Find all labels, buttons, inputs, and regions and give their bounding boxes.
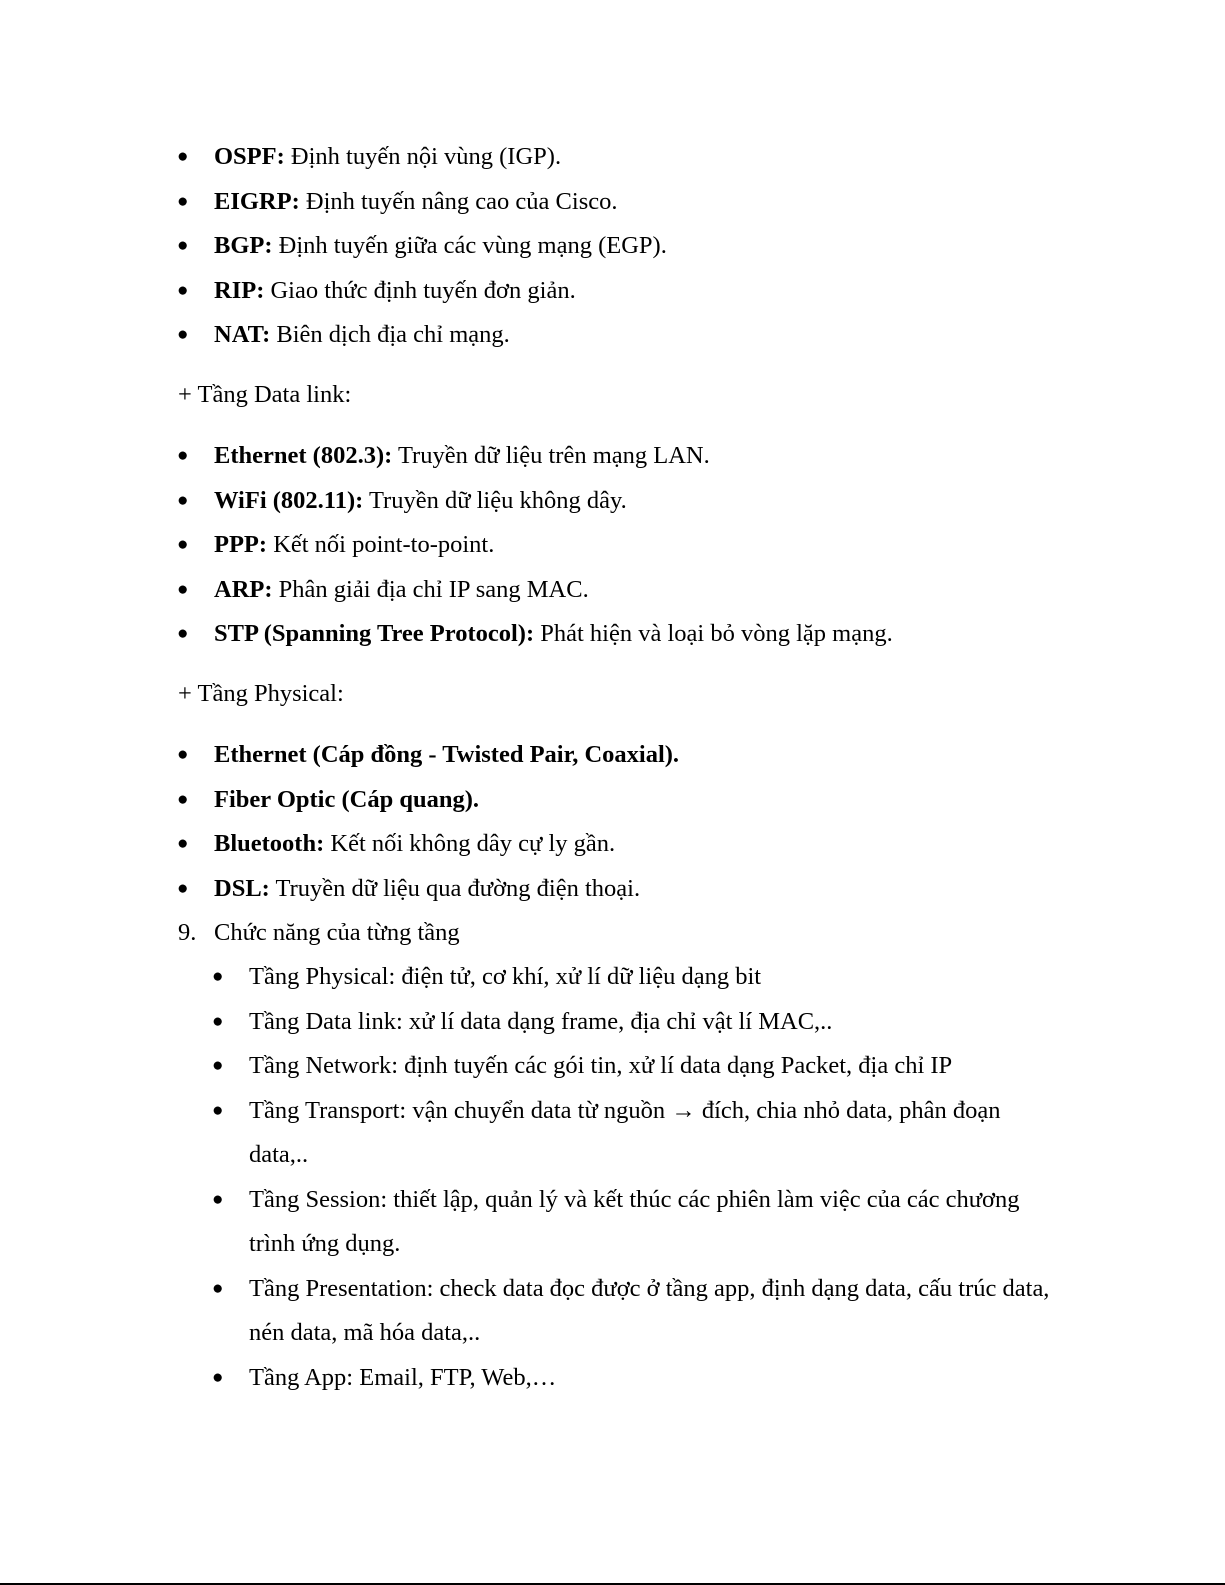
bullet-icon: ●: [212, 1099, 224, 1121]
bullet-icon: ●: [177, 833, 189, 854]
bullet-icon: ●: [212, 1366, 224, 1388]
protocol-term: Ethernet (Cáp đồng - Twisted Pair, Coaxial).: [214, 741, 680, 768]
protocol-desc: Kết nối point-to-point.: [267, 531, 495, 558]
section-number: 9.: [178, 919, 197, 946]
bullet-icon: ●: [177, 489, 189, 511]
bullet-icon: ●: [177, 146, 189, 167]
protocol-term: OSPF:: [214, 143, 285, 170]
layer-function-text: Tầng Session: thiết lập, quản lý và kết thúc các phiên làm việc của các chương trình ứng dụng.: [249, 1185, 1020, 1257]
section-9: [0, 911, 1225, 1400]
list-item: [0, 135, 1225, 180]
list-item: [0, 224, 1225, 269]
bullet-icon: ●: [177, 578, 189, 600]
list-item: [0, 822, 1225, 867]
protocol-term: NAT:: [214, 321, 271, 348]
protocol-term: Bluetooth:: [214, 830, 325, 857]
protocol-desc: Định tuyến giữa các vùng mạng (EGP).: [272, 232, 667, 259]
list-item: [0, 612, 1225, 657]
datalink-protocol-list: [0, 434, 1225, 657]
layer-function-text: Tầng Network: định tuyến các gói tin, xử lí data dạng Packet, địa chỉ IP: [249, 1052, 953, 1079]
bullet-icon: ●: [212, 1277, 224, 1299]
physical-heading: + Tầng Physical:: [178, 680, 344, 707]
protocol-desc: Phát hiện và loại bỏ vòng lặp mạng.: [534, 620, 893, 647]
protocol-desc: Truyền dữ liệu không dây.: [363, 486, 627, 514]
list-item: [0, 479, 1225, 524]
physical-protocol-list: [0, 733, 1225, 911]
bullet-icon: ●: [177, 445, 189, 466]
protocol-term: EIGRP:: [214, 187, 300, 215]
bullet-icon: ●: [177, 744, 189, 765]
bullet-icon: ●: [177, 324, 189, 345]
list-item: [0, 955, 1225, 1000]
layer-function-text: Tầng App: Email, FTP, Web,…: [249, 1363, 557, 1391]
protocol-term: ARP:: [214, 575, 273, 603]
protocol-term: STP (Spanning Tree Protocol):: [214, 620, 535, 647]
bullet-icon: ●: [177, 279, 189, 301]
bullet-icon: ●: [212, 966, 224, 987]
list-item: [0, 1267, 1225, 1356]
protocol-term: BGP:: [214, 232, 273, 259]
datalink-heading: + Tầng Data link:: [178, 381, 352, 408]
protocol-desc: Định tuyến nội vùng (IGP).: [284, 143, 562, 170]
list-item: [0, 1089, 1225, 1178]
bullet-icon: ●: [177, 877, 189, 899]
protocol-term: RIP:: [214, 276, 265, 304]
protocol-desc: Truyền dữ liệu trên mạng LAN.: [392, 442, 710, 469]
bullet-icon: ●: [177, 235, 189, 256]
list-item: [0, 733, 1225, 778]
layer-function-text: Tầng Transport: vận chuyển data từ nguồn → đích, chia nhỏ data, phân đoạn data,..: [249, 1096, 1001, 1168]
list-item: [0, 1000, 1225, 1045]
layer-function-text: Tầng Data link: xử lí data dạng frame, địa chỉ vật lí MAC,..: [249, 1007, 833, 1035]
bullet-icon: ●: [177, 788, 189, 810]
protocol-term: Fiber Optic (Cáp quang).: [214, 785, 479, 813]
list-item: [0, 313, 1225, 358]
list-item: [0, 180, 1225, 225]
list-item: [0, 434, 1225, 479]
protocol-desc: Truyền dữ liệu qua đường điện thoại.: [269, 874, 641, 902]
list-item: [0, 1178, 1225, 1267]
list-item: [0, 568, 1225, 613]
protocol-term: DSL:: [214, 874, 270, 902]
protocol-desc: Biên dịch địa chỉ mạng.: [270, 321, 510, 348]
list-item: [0, 269, 1225, 314]
layer-function-text: Tầng Presentation: check data đọc được ở tầng app, định dạng data, cấu trúc data, nén data, mã hóa data,..: [249, 1274, 1050, 1346]
bullet-icon: ●: [212, 1010, 224, 1032]
section-9-heading: [0, 911, 1225, 955]
list-item: [0, 1356, 1225, 1401]
protocol-term: PPP:: [214, 531, 268, 558]
bullet-icon: ●: [212, 1188, 224, 1210]
layer-function-text: Tầng Physical: điện tử, cơ khí, xử lí dữ liệu dạng bit: [249, 963, 762, 990]
list-item: [0, 867, 1225, 912]
list-item: [0, 778, 1225, 823]
protocol-term: Ethernet (802.3):: [214, 442, 393, 469]
bullet-icon: ●: [177, 623, 189, 644]
section-title: Chức năng của từng tầng: [214, 919, 460, 946]
protocol-desc: Phân giải địa chỉ IP sang MAC.: [272, 575, 589, 603]
bullet-icon: ●: [177, 190, 189, 212]
list-item: [0, 523, 1225, 568]
list-item: [0, 1044, 1225, 1089]
bullet-icon: ●: [177, 534, 189, 555]
protocol-desc: Giao thức định tuyến đơn giản.: [264, 276, 576, 304]
bullet-icon: ●: [212, 1055, 224, 1076]
protocol-desc: Kết nối không dây cự ly gần.: [324, 830, 616, 857]
network-protocol-list: [0, 135, 1225, 358]
protocol-desc: Định tuyến nâng cao của Cisco.: [299, 187, 618, 215]
protocol-term: WiFi (802.11):: [214, 486, 364, 514]
